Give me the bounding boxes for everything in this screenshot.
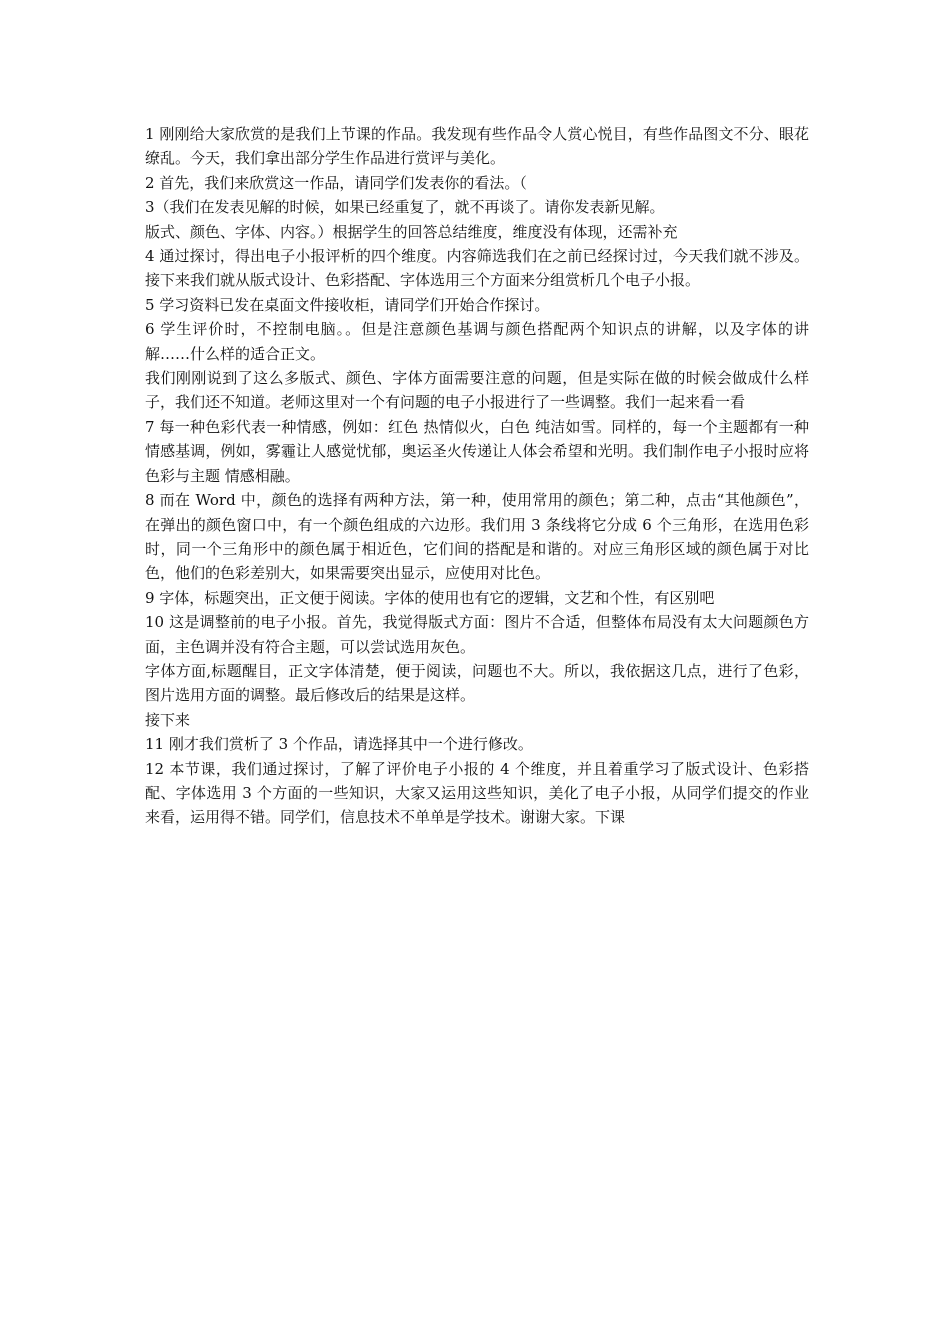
paragraph-3-continued: 版式、颜色、字体、内容。）根据学生的回答总结维度，维度没有体现，还需补充 xyxy=(145,222,678,241)
paragraph-12: 12 本节课，我们通过探讨，了解了评价电子小报的 4 个维度，并且着重学习了版式设计、色彩搭配、字体选用 3 个方面的一些知识，大家又运用这些知识，美化了电子小报，从同学们提交的作业来看，运用得不错。同学们，信息技术不单单是学技术。谢谢大家。下课 xyxy=(145,759,809,827)
paragraph-8: 8 而在 Word 中，颜色的选择有两种方法，第一种，使用常用的颜色；第二种，点击“其他颜色”，在弹出的颜色窗口中，有一个颜色组成的六边形。我们用 3 条线将它分成 6 个三角形，在选用色彩时，同一个三角形中的颜色属于相近色，它们间的搭配是和谐的。对应三角形区域的颜色属于对比色，他们的色彩差别大，如果需要突出显示，应使用对比色。 xyxy=(145,491,809,583)
paragraph-10-continued: 字体方面,标题醒目，正文字体清楚，便于阅读，问题也不大。所以，我依据这几点，进行了色彩，图片选用方面的调整。最后修改后的结果是这样。 xyxy=(145,661,809,705)
paragraph-4: 4 通过探讨，得出电子小报评析的四个维度。内容筛选我们在之前已经探讨过，今天我们就不涉及。接下来我们就从版式设计、色彩搭配、字体选用三个方面来分组赏析几个电子小报。 xyxy=(145,247,809,290)
paragraph-10: 10 这是调整前的电子小报。首先，我觉得版式方面：图片不合适，但整体布局没有太大问题颜色方面，主色调并没有符合主题，可以尝试选用灰色。 xyxy=(145,613,809,656)
paragraph-7: 7 每一种色彩代表一种情感，例如：红色 热情似火，白色 纯洁如雪。同样的，每一个主题都有一种情感基调，例如，雾霾让人感觉忧郁，奥运圣火传递让人体会希望和光明。我们制作电子小报时应将色彩与主题 情感相融。 xyxy=(145,417,809,485)
paragraph-5: 5 学习资料已发在桌面文件接收柜，请同学们开始合作探讨。 xyxy=(145,295,550,314)
paragraph-next: 接下来 xyxy=(145,710,191,729)
paragraph-3: 3（我们在发表见解的时候，如果已经重复了，就不再谈了。请你发表新见解。 xyxy=(145,198,665,217)
paragraph-1: 1 刚刚给大家欣赏的是我们上节课的作品。我发现有些作品令人赏心悦目，有些作品图文不分、眼花缭乱。今天，我们拿出部分学生作品进行赏评与美化。 xyxy=(145,125,809,168)
paragraph-9: 9 字体，标题突出，正文便于阅读。字体的使用也有它的逻辑，文艺和个性，有区别吧 xyxy=(145,588,715,607)
paragraph-11: 11 刚才我们赏析了 3 个作品，请选择其中一个进行修改。 xyxy=(145,735,533,754)
document-body xyxy=(145,122,809,830)
paragraph-6-continued: 我们刚刚说到了这么多版式、颜色、字体方面需要注意的问题，但是实际在做的时候会做成什么样子，我们还不知道。老师这里对一个有问题的电子小报进行了一些调整。我们一起来看一看 xyxy=(145,369,809,412)
paragraph-6: 6 学生评价时，不控制电脑。。但是注意颜色基调与颜色搭配两个知识点的讲解，以及字体的讲解……什么样的适合正文。 xyxy=(145,320,809,363)
paragraph-2: 2 首先，我们来欣赏这一作品，请同学们发表你的看法。（ xyxy=(145,173,527,192)
